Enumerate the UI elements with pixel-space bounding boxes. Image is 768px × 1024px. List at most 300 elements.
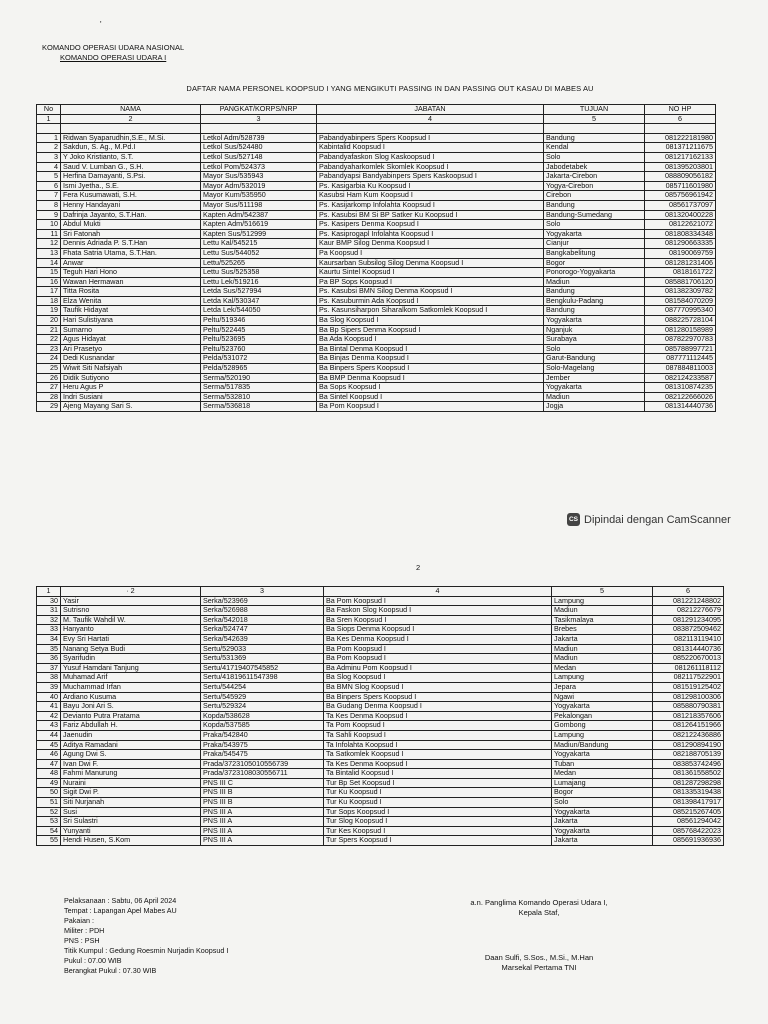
camscanner-text: Dipindai dengan CamScanner (584, 513, 731, 526)
cell-jabatan: Pabandyafaskon Slog Kaskoopsud I (317, 152, 544, 162)
table-row (37, 769, 724, 779)
cell-tujuan: Solo (544, 220, 645, 230)
cell-jabatan: Ps. Kasubsi BMN Silog Denma Koopsud I (317, 287, 544, 297)
cell-no: 13 (37, 248, 61, 258)
header-no-hp: NO HP (645, 105, 716, 115)
cell-jabatan: Ta Sahli Koopsud I (324, 730, 552, 740)
cell-jabatan: Ta Kes Denma Koopsud I (324, 711, 552, 721)
cell-pangkat: Serma/536818 (201, 402, 317, 412)
table-row (37, 750, 724, 760)
cell-tujuan: Bogor (552, 788, 653, 798)
cell-no: 43 (37, 721, 61, 731)
cell-no-hp: 081291234095 (653, 615, 724, 625)
cell-nama: Ivan Dwi F. (61, 759, 201, 769)
cell-nama: Sri Fatonah (61, 229, 201, 239)
cell-no: 42 (37, 711, 61, 721)
table-row (37, 615, 724, 625)
colnum2-1: 1 (37, 587, 61, 597)
cell-no-hp: 081398417917 (653, 798, 724, 808)
cell-tujuan: Bandung (544, 133, 645, 143)
cell-pangkat: PNS III C (201, 778, 324, 788)
cell-no-hp: 087884811003 (645, 364, 716, 374)
cell-tujuan: Bengkulu-Padang (544, 296, 645, 306)
cell-no-hp: 081310874235 (645, 383, 716, 393)
cell-nama: Titta Rosita (61, 287, 201, 297)
cell-no-hp: 081221248802 (653, 596, 724, 606)
org-line-1: KOMANDO OPERASI UDARA NASIONAL (42, 43, 185, 52)
cell-tujuan: Solo (544, 152, 645, 162)
cell-jabatan: Kaursarban Subsilog Silog Denma Koopsud I (317, 258, 544, 268)
cell-tujuan: Yogyakarta (552, 702, 653, 712)
info-pukul: Pukul : 07.00 WIB (64, 956, 122, 965)
cell-pangkat: Praka/543975 (201, 740, 324, 750)
table-body-page-2 (37, 596, 724, 845)
cell-no-hp: 081314440736 (645, 402, 716, 412)
table-row (37, 663, 724, 673)
cell-tujuan: Tuban (552, 759, 653, 769)
cell-tujuan: Kendal (544, 143, 645, 153)
cell-no-hp: 081290663335 (645, 239, 716, 249)
cell-jabatan: Pabandyaharkomlek Skomlek Koopsud I (317, 162, 544, 172)
cell-nama: M. Taufik Wahdil W. (61, 615, 201, 625)
cell-pangkat: Peltu/519346 (201, 316, 317, 326)
cell-no: 15 (37, 268, 61, 278)
cell-no-hp: 085215267405 (653, 807, 724, 817)
cell-pangkat: Serka/542018 (201, 615, 324, 625)
cell-no: 27 (37, 383, 61, 393)
cell-tujuan: Medan (552, 663, 653, 673)
cell-pangkat: PNS III B (201, 788, 324, 798)
cell-jabatan: Ba Pom Koopsud I (324, 654, 552, 664)
cell-no: 50 (37, 788, 61, 798)
cell-no-hp: 082122666026 (645, 392, 716, 402)
cell-jabatan: Pabandyapsi Bandyabinpers Spers Kaskoopsud I (317, 172, 544, 182)
cell-nama: Sumarno (61, 325, 201, 335)
cell-no-hp: 082117522901 (653, 673, 724, 683)
cell-nama: Agus Hidayat (61, 335, 201, 345)
cell-jabatan: Ta Bintalid Koopsud I (324, 769, 552, 779)
cell-nama: Devianto Putra Pratama (61, 711, 201, 721)
cell-pangkat: Sertu/531369 (201, 654, 324, 664)
cell-tujuan: Jakarta (552, 817, 653, 827)
cell-nama: Hari Sulistiyana (61, 316, 201, 326)
cell-nama: Sigit Dwi P. (61, 788, 201, 798)
cell-no-hp: 081280158989 (645, 325, 716, 335)
org-line-2: KOMANDO OPERASI UDARA I (60, 53, 167, 62)
cell-jabatan: Ba Pom Koopsud I (324, 596, 552, 606)
cell-no: 40 (37, 692, 61, 702)
cell-nama: Y Joko Kristianto, S.T. (61, 152, 201, 162)
cell-nama: Dedi Kusnandar (61, 354, 201, 364)
cell-pangkat: PNS III A (201, 807, 324, 817)
cell-no-hp: 081217162133 (645, 152, 716, 162)
cell-pangkat: Serka/542639 (201, 634, 324, 644)
cell-jabatan: Kabintalid Koopsud I (317, 143, 544, 153)
table-row (37, 143, 716, 153)
cell-jabatan: Ba Ada Koopsud I (317, 335, 544, 345)
cell-nama: Hendi Husen, S.Kom (61, 836, 201, 846)
cell-no: 6 (37, 181, 61, 191)
cell-tujuan: Ngawi (552, 692, 653, 702)
cell-jabatan: Ba BMN Slog Koopsud I (324, 682, 552, 692)
cell-nama: Muhamad Arif (61, 673, 201, 683)
signatory-rank: Marsekal Pertama TNI (501, 963, 577, 972)
table-row (37, 817, 724, 827)
cell-no: 33 (37, 625, 61, 635)
cell-tujuan: Jakarta (552, 836, 653, 846)
page-number: 2 (416, 563, 421, 572)
cell-nama: Aditya Ramadani (61, 740, 201, 750)
colnum-6: 6 (645, 114, 716, 124)
cell-pangkat: Prada/3723105010556739 (201, 759, 324, 769)
colnum-5: 5 (544, 114, 645, 124)
cell-jabatan: Ps. Kasipers Denma Koopsud I (317, 220, 544, 230)
cell-nama: Evy Sri Hartati (61, 634, 201, 644)
table-row (37, 248, 716, 258)
cell-no-hp: 081222181980 (645, 133, 716, 143)
info-berangkat: Berangkat Pukul : 07.30 WIB (64, 966, 157, 975)
cell-jabatan: Ta Kes Denma Koopsud I (324, 759, 552, 769)
cell-pangkat: Kopda/537585 (201, 721, 324, 731)
cell-pangkat: Serka/524747 (201, 625, 324, 635)
cell-jabatan: Tur Bp Set Koopsud I (324, 778, 552, 788)
cell-no: 39 (37, 682, 61, 692)
cell-pangkat: Praka/542840 (201, 730, 324, 740)
cell-jabatan: Kaur BMP Silog Denma Koopsud I (317, 239, 544, 249)
cell-no: 5 (37, 172, 61, 182)
cell-no-hp: 08212276679 (653, 606, 724, 616)
colnum2-4: 4 (324, 587, 552, 597)
cell-no-hp: 081335319438 (653, 788, 724, 798)
cell-nama: Dafrinja Jayanto, S.T.Han. (61, 210, 201, 220)
cell-no: 34 (37, 634, 61, 644)
table-row (37, 788, 724, 798)
cell-jabatan: Ta Infolahta Koopsud I (324, 740, 552, 750)
cell-pangkat: Mayor Adm/532019 (201, 181, 317, 191)
table-row (37, 152, 716, 162)
signature-block-title (448, 898, 630, 918)
cell-tujuan: Cianjur (544, 239, 645, 249)
cell-tujuan: Solo (552, 798, 653, 808)
cell-no: 41 (37, 702, 61, 712)
table-row (37, 740, 724, 750)
cell-pangkat: Lettu Sus/525358 (201, 268, 317, 278)
cell-tujuan: Surabaya (544, 335, 645, 345)
cell-no-hp: 081584070209 (645, 296, 716, 306)
cell-no-hp: 0818161722 (645, 268, 716, 278)
cell-no: 7 (37, 191, 61, 201)
table-row (37, 596, 724, 606)
table-row (37, 373, 716, 383)
cell-tujuan: Nganjuk (544, 325, 645, 335)
cell-pangkat: Kapten Adm/516619 (201, 220, 317, 230)
signature-block-name (448, 953, 630, 973)
cell-no: 49 (37, 778, 61, 788)
cell-jabatan: Tur Ku Koopsud I (324, 788, 552, 798)
info-titik-kumpul: Titik Kumpul : Gedung Roesmin Nurjadin Koopsud I (64, 946, 229, 955)
cell-nama: Sutrisno (61, 606, 201, 616)
table-row (37, 836, 724, 846)
cell-tujuan: Lampung (552, 730, 653, 740)
personnel-table-page-1 (36, 104, 716, 412)
cell-no-hp: 081281231406 (645, 258, 716, 268)
table-row (37, 807, 724, 817)
cell-pangkat: Sertu/41719407545852 (201, 663, 324, 673)
cell-tujuan: Pekalongan (552, 711, 653, 721)
cell-pangkat: Sertu/529033 (201, 644, 324, 654)
table-row (37, 682, 724, 692)
table-row (37, 306, 716, 316)
cell-pangkat: Kapten Adm/542387 (201, 210, 317, 220)
cell-no: 31 (37, 606, 61, 616)
cell-pangkat: Mayor Sus/511198 (201, 200, 317, 210)
document-title: DAFTAR NAMA PERSONEL KOOPSUD I YANG MENGIKUTI PASSING IN DAN PASSING OUT KASAU DI MABES AU (186, 84, 594, 93)
cell-tujuan: Lampung (552, 673, 653, 683)
cell-nama: Anwar (61, 258, 201, 268)
cell-pangkat: Kopda/538628 (201, 711, 324, 721)
cell-tujuan: Solo-Magelang (544, 364, 645, 374)
table-row (37, 162, 716, 172)
cell-tujuan: Medan (552, 769, 653, 779)
cell-jabatan: Ba Sops Koopsud I (317, 383, 544, 393)
table-row (37, 172, 716, 182)
cell-tujuan: Lampung (552, 596, 653, 606)
cell-no-hp: 082124233587 (645, 373, 716, 383)
cell-pangkat: Kapten Sus/512999 (201, 229, 317, 239)
cell-no: 32 (37, 615, 61, 625)
cell-pangkat: Sertu/41819611547398 (201, 673, 324, 683)
cell-no-hp: 085881706120 (645, 277, 716, 287)
table-row (37, 778, 724, 788)
cell-nama: Agung Dwi S. (61, 750, 201, 760)
cell-no-hp: 083853742496 (653, 759, 724, 769)
table-row (37, 721, 724, 731)
cell-no: 53 (37, 817, 61, 827)
cell-no: 11 (37, 229, 61, 239)
cell-jabatan: Ba Binpers Spers Koopsud I (324, 692, 552, 702)
cell-pangkat: Letkol Sus/524480 (201, 143, 317, 153)
personnel-table-page-2 (36, 586, 724, 846)
table-row (37, 402, 716, 412)
cell-nama: Ismi Jyetha., S.E. (61, 181, 201, 191)
cell-pangkat: Praka/545475 (201, 750, 324, 760)
cell-no: 38 (37, 673, 61, 683)
header-pangkat: PANGKAT/KORPS/NRP (201, 105, 317, 115)
cell-no-hp: 085691936936 (653, 836, 724, 846)
tick-mark: ' (100, 20, 102, 29)
cell-tujuan: Solo (544, 344, 645, 354)
cell-no-hp: 087771112445 (645, 354, 716, 364)
colnum2-3: 3 (201, 587, 324, 597)
cell-no: 12 (37, 239, 61, 249)
cell-no-hp: 081519125402 (653, 682, 724, 692)
cell-no: 25 (37, 364, 61, 374)
cell-no: 17 (37, 287, 61, 297)
cell-no: 1 (37, 133, 61, 143)
cell-tujuan: Bandung (544, 200, 645, 210)
cell-no: 55 (37, 836, 61, 846)
cell-nama: Indri Susiani (61, 392, 201, 402)
cell-jabatan: Ba Sintel Koopsud I (317, 392, 544, 402)
info-militer: Militer : PDH (64, 926, 105, 935)
cell-no: 18 (37, 296, 61, 306)
header-jabatan: JABATAN (317, 105, 544, 115)
cell-pangkat: Peltu/523760 (201, 344, 317, 354)
cell-jabatan: Ps. Kasigarbia Ku Koopsud I (317, 181, 544, 191)
cell-no: 44 (37, 730, 61, 740)
cell-no-hp: 081320400228 (645, 210, 716, 220)
table-row (37, 711, 724, 721)
cell-nama: Nuraini (61, 778, 201, 788)
cell-pangkat: PNS III B (201, 798, 324, 808)
cell-jabatan: Ps. Kasuburmin Ada Koopsud I (317, 296, 544, 306)
cell-jabatan: Ta Pom Koopsud I (324, 721, 552, 731)
cell-jabatan: Ba Bp Sipers Denma Koopsud I (317, 325, 544, 335)
cell-no-hp: 08561737097 (645, 200, 716, 210)
header-no: No (37, 105, 61, 115)
table-row (37, 133, 716, 143)
cell-no-hp: 082113119410 (653, 634, 724, 644)
cell-nama: Abdul Mukti (61, 220, 201, 230)
cell-nama: Susi (61, 807, 201, 817)
cell-no-hp: 08561294042 (653, 817, 724, 827)
cell-no: 8 (37, 200, 61, 210)
table-row (37, 644, 724, 654)
cell-pangkat: Letda Lek/544050 (201, 306, 317, 316)
cell-jabatan: Ba Kes Denma Koopsud I (324, 634, 552, 644)
cell-pangkat: Serma/532810 (201, 392, 317, 402)
table-row (37, 730, 724, 740)
cell-pangkat: Letkol Adm/528739 (201, 133, 317, 143)
cell-nama: Ari Prasetyo (61, 344, 201, 354)
cell-tujuan: Madiun (552, 644, 653, 654)
cell-pangkat: Letkol Pom/524373 (201, 162, 317, 172)
table-row (37, 200, 716, 210)
cell-jabatan: Ps. Kasiprogapl Infolahta Koopsud I (317, 229, 544, 239)
cell-nama: Heru Agus P (61, 383, 201, 393)
cell-no-hp: 081264151966 (653, 721, 724, 731)
table-row (37, 673, 724, 683)
table-row (37, 364, 716, 374)
cell-no: 28 (37, 392, 61, 402)
cell-jabatan: Ba Slog Koopsud I (317, 316, 544, 326)
table-row (37, 277, 716, 287)
cell-nama: Ardiano Kusuma (61, 692, 201, 702)
table-row (37, 798, 724, 808)
cell-no-hp: 082122436886 (653, 730, 724, 740)
cell-pangkat: Sertu/529324 (201, 702, 324, 712)
cell-nama: Taufik Hidayat (61, 306, 201, 316)
cell-no-hp: 088809056182 (645, 172, 716, 182)
cell-no-hp: 08122621072 (645, 220, 716, 230)
cell-no: 23 (37, 344, 61, 354)
cell-nama: Elza Wenita (61, 296, 201, 306)
cell-no-hp: 081395203801 (645, 162, 716, 172)
cell-no: 45 (37, 740, 61, 750)
cell-no-hp: 081808334348 (645, 229, 716, 239)
table-row (37, 220, 716, 230)
info-tempat: Tempat : Lapangan Apel Mabes AU (64, 906, 177, 915)
cell-tujuan: Jepara (552, 682, 653, 692)
cell-no-hp: 081298100306 (653, 692, 724, 702)
cell-no-hp: 085788997721 (645, 344, 716, 354)
cell-no: 47 (37, 759, 61, 769)
cell-tujuan: Yogyakarta (544, 316, 645, 326)
cell-tujuan: Lumajang (552, 778, 653, 788)
cell-no-hp: 081218357606 (653, 711, 724, 721)
cell-tujuan: Jogja (544, 402, 645, 412)
cell-no-hp: 085220670013 (653, 654, 724, 664)
cell-jabatan: Ta Satkomlek Koopsud I (324, 750, 552, 760)
cell-no-hp: 081314440736 (653, 644, 724, 654)
colnum-4: 4 (317, 114, 544, 124)
cell-tujuan: Yogyakarta (552, 807, 653, 817)
cell-nama: Fariz Abdullah H. (61, 721, 201, 731)
cell-no-hp: 08190069759 (645, 248, 716, 258)
cell-no: 10 (37, 220, 61, 230)
cell-jabatan: Ba Bintal Denma Koopsud I (317, 344, 544, 354)
cell-no-hp: 085711601980 (645, 181, 716, 191)
table-row (37, 191, 716, 201)
cell-tujuan: Madiun (552, 606, 653, 616)
cell-pangkat: Sertu/544254 (201, 682, 324, 692)
cell-nama: Ajeng Mayang Sari S. (61, 402, 201, 412)
cell-nama: Syarifudin (61, 654, 201, 664)
colnum2-5: 5 (552, 587, 653, 597)
table-row (37, 702, 724, 712)
cell-jabatan: Ps. Kasijarkomp Infolahta Koopsud I (317, 200, 544, 210)
cell-pangkat: Letkol Sus/527148 (201, 152, 317, 162)
cell-pangkat: Sertu/545929 (201, 692, 324, 702)
table-row (37, 692, 724, 702)
cell-tujuan: Yogyakarta (544, 229, 645, 239)
cell-tujuan: Bandung (544, 287, 645, 297)
camscanner-icon: CS (567, 513, 580, 526)
cell-pangkat: Serma/517835 (201, 383, 317, 393)
cell-nama: Wiwit Siti Nafsiyah (61, 364, 201, 374)
table-row (37, 316, 716, 326)
cell-no: 24 (37, 354, 61, 364)
cell-pangkat: Serka/523969 (201, 596, 324, 606)
cell-jabatan: Ba Siops Denma Koopsud I (324, 625, 552, 635)
cell-no-hp: 081371211675 (645, 143, 716, 153)
colnum-3: 3 (201, 114, 317, 124)
cell-no-hp: 085756961942 (645, 191, 716, 201)
cell-jabatan: Pa Koopsud I (317, 248, 544, 258)
cell-jabatan: Tur Sops Koopsud I (324, 807, 552, 817)
cell-no: 20 (37, 316, 61, 326)
cell-nama: Bayu Joni Ari S. (61, 702, 201, 712)
cell-tujuan: Gombong (552, 721, 653, 731)
cell-no: 46 (37, 750, 61, 760)
cell-pangkat: Lettu Lek/519216 (201, 277, 317, 287)
cell-nama: Henny Handayani (61, 200, 201, 210)
cell-tujuan: Madiun/Bandung (552, 740, 653, 750)
cell-pangkat: Peltu/522445 (201, 325, 317, 335)
cell-nama: Muchammad Irfan (61, 682, 201, 692)
cell-nama: Saud V. Lumban G., S.H. (61, 162, 201, 172)
cell-no-hp: 085768422023 (653, 826, 724, 836)
cell-pangkat: Letda Sus/527994 (201, 287, 317, 297)
cell-pangkat: Pelda/531072 (201, 354, 317, 364)
cell-pangkat: Peltu/523695 (201, 335, 317, 345)
cell-no: 35 (37, 644, 61, 654)
cell-nama: Sri Sulastri (61, 817, 201, 827)
table-row (37, 335, 716, 345)
cell-pangkat: PNS III A (201, 826, 324, 836)
table-row (37, 826, 724, 836)
organization-header (42, 43, 184, 63)
